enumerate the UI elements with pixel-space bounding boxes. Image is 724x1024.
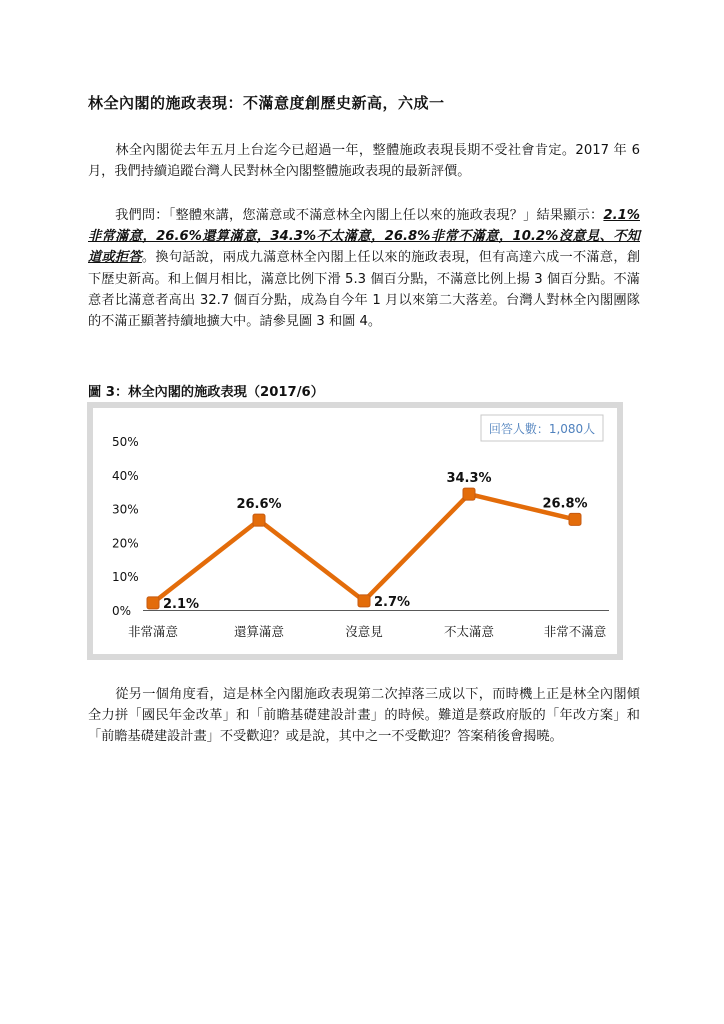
data-point-marker: [463, 488, 475, 500]
data-point-marker: [253, 514, 265, 526]
data-label: 34.3%: [446, 471, 492, 487]
respondents-note: 回答人數：1,080人: [488, 422, 596, 436]
paragraph-intro: [88, 140, 640, 182]
paragraph-results-emphasis: 2.1%非常滿意，26.6%還算滿意，34.3%不太滿意，26.8%非常不滿意，10.2%沒意見、不知道或拒答: [88, 208, 640, 266]
data-label: 2.7%: [374, 594, 411, 610]
y-tick-label: 40%: [112, 468, 139, 483]
y-tick-label: 0%: [112, 604, 132, 618]
x-tick-label: 非常滿意: [127, 624, 179, 639]
x-tick-label: 還算滿意: [233, 624, 285, 639]
x-tick-label: 沒意見: [345, 624, 383, 639]
data-point-marker: [569, 513, 581, 525]
paragraph-results: [88, 205, 640, 332]
x-tick-label: 不太滿意: [443, 624, 495, 639]
line-chart: [93, 408, 617, 654]
paragraph-conclusion: [88, 684, 640, 748]
data-point-marker: [147, 597, 159, 609]
data-label: 26.6%: [236, 497, 282, 513]
paragraph-results-lead: 我們問：「整體來講，您滿意或不滿意林全內閣上任以來的施政表現？」結果顯示：: [115, 208, 604, 223]
data-label: 26.8%: [542, 496, 588, 512]
page-heading: 林全內閣的施政表現：不滿意度創歷史新高，六成一: [88, 94, 445, 112]
y-tick-label: 30%: [112, 502, 139, 517]
x-tick-label: 非常不滿意: [543, 624, 607, 639]
y-tick-label: 10%: [112, 570, 139, 585]
chart-frame: [93, 408, 617, 654]
y-tick-label: 20%: [112, 536, 139, 551]
figure-caption: 圖 3：林全內閣的施政表現（2017/6）: [88, 385, 324, 400]
series-line: [153, 494, 575, 603]
paragraph-results-rest: 。換句話說，兩成九滿意林全內閣上任以來的施政表現，但有高達六成一不滿意，創下歷史新高。和上個月相比，滿意比例下滑 5.3 個百分點，不滿意比例上揚 3 個百分點。不滿意者比滿意者高出 32.7 個百分點，成為自今年 1 月以來第二大落差。台灣人對林全內閣團隊的不滿正顯著持續地擴大中。請參見圖 3 和圖 4。: [88, 250, 641, 330]
paragraph-intro-text: 林全內閣從去年五月上台迄今已超過一年，整體施政表現長期不受社會肯定。2017 年 6 月，我們持續追蹤台灣人民對林全內閣整體施政表現的最新評價。: [88, 143, 640, 180]
data-label: 2.1%: [163, 596, 200, 612]
y-tick-label: 50%: [112, 435, 139, 449]
paragraph-conclusion-text: 從另一個角度看，這是林全內閣施政表現第二次掉落三成以下，而時機上正是林全內閣傾全力拼「國民年金改革」和「前瞻基礎建設計畫」的時候。難道是蔡政府版的「年改方案」和「前瞻基礎建設計畫」不受歡迎？或是說，其中之一不受歡迎？答案稍後會揭曉。: [88, 687, 640, 745]
chart-figure: [87, 402, 623, 660]
data-point-marker: [358, 595, 370, 607]
